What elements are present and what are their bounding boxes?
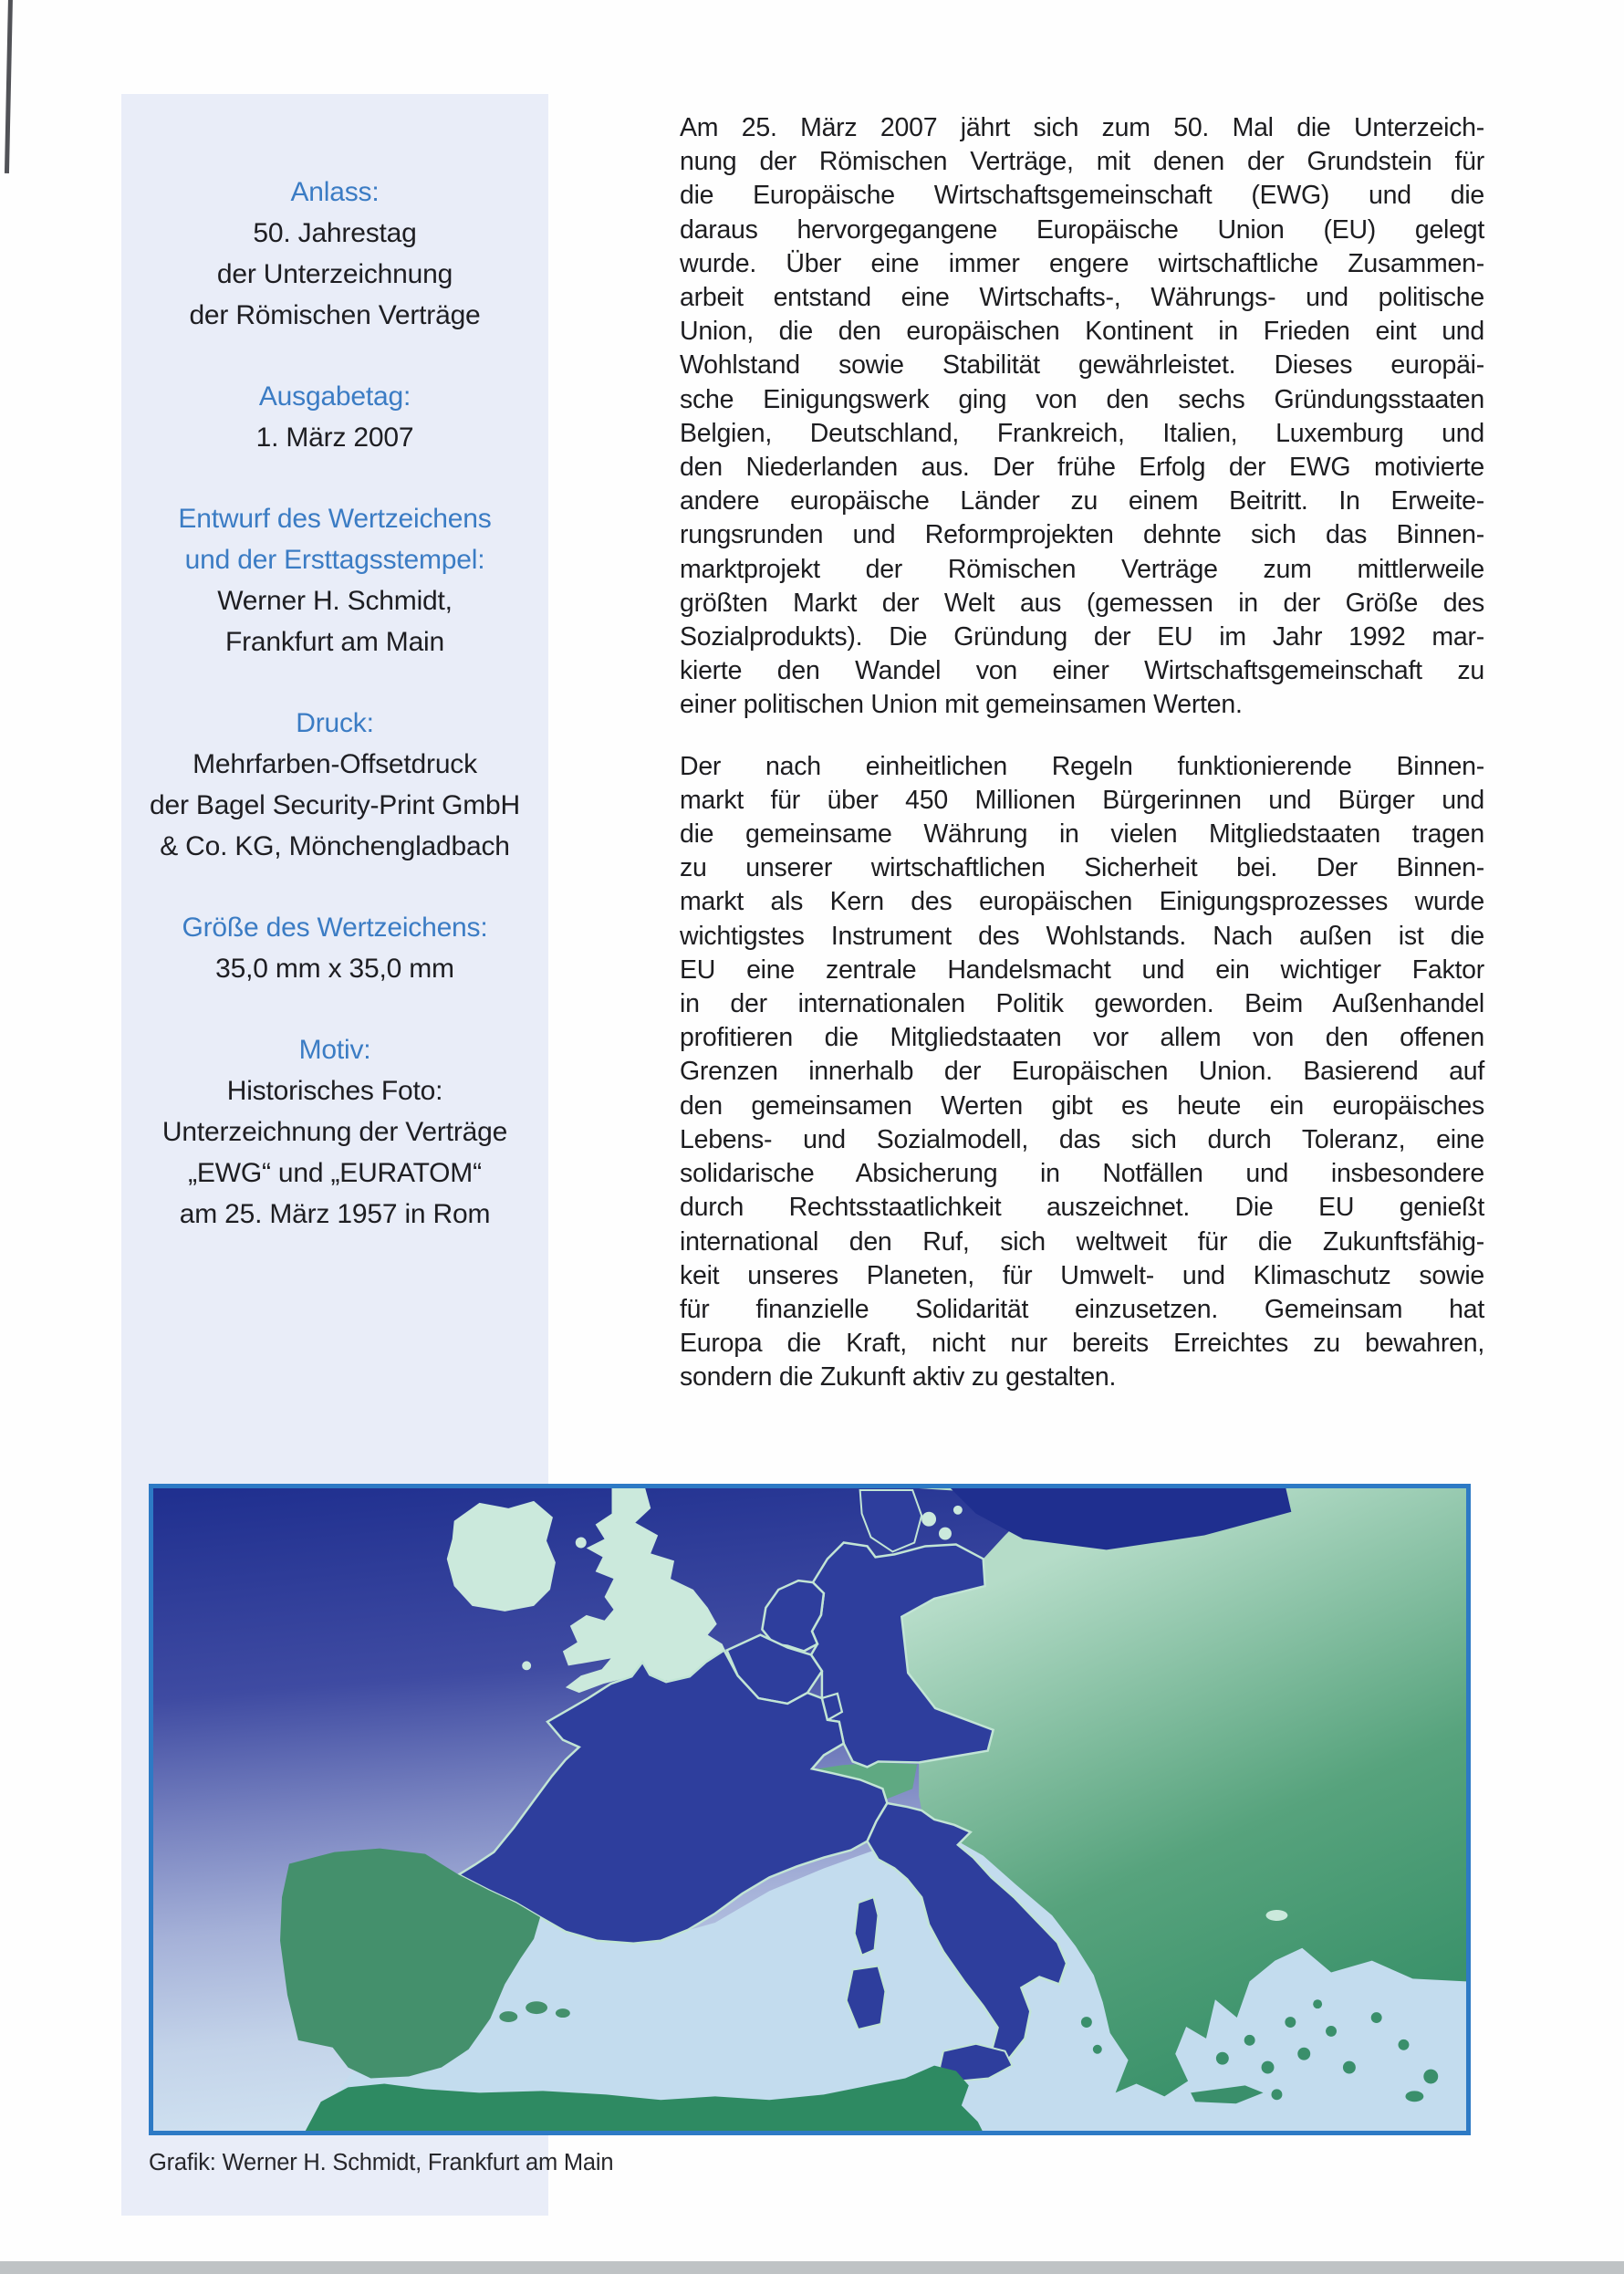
article-line: Europa die Kraft, nicht nur bereits Erreichtes zu bewahren,	[680, 1329, 1484, 1359]
small-island	[522, 1661, 531, 1670]
article-line: die Europäische Wirtschaftsgemeinschaft (EWG) und die	[680, 181, 1484, 211]
section-value-line: 35,0 mm x 35,0 mm	[215, 954, 454, 984]
section-heading-line: Entwurf des Wertzeichens	[178, 504, 492, 534]
article-paragraph	[680, 111, 1484, 723]
article-line: markt für über 450 Millionen Bürgerinnen und Bürger und	[680, 785, 1484, 815]
sidebar-sections	[121, 94, 548, 1235]
sidebar-section	[121, 703, 548, 867]
article-line: einer politischen Union mit gemeinsamen Werten.	[680, 690, 1243, 720]
article-line: Grenzen innerhalb der Europäischen Union. Basierend auf	[680, 1057, 1484, 1087]
article-line: rungsrunden und Reformprojekten dehnte sich das Binnen-	[680, 520, 1484, 550]
rhodes	[1405, 2091, 1423, 2102]
europe-map-graphic	[153, 1488, 1466, 2131]
article-line: Der nach einheitlichen Regeln funktionierende Binnen-	[680, 751, 1484, 781]
scanner-strip	[0, 2261, 1624, 2274]
article-line: zu unserer wirtschaftlichen Sicherheit bei. Der Binnen-	[680, 853, 1484, 883]
section-value-line: 50. Jahrestag	[253, 218, 417, 248]
section-value-line: Mehrfarben-Offsetdruck	[193, 749, 477, 779]
article-line: daraus hervorgegangene Europäische Union (EU) gelegt	[680, 214, 1484, 245]
article-line: in der internationalen Politik geworden. Beim Außenhandel	[680, 989, 1484, 1019]
article-line: für finanzielle Solidarität einzusetzen. Gemeinsam hat	[680, 1294, 1484, 1324]
isle-of-man	[576, 1538, 587, 1549]
article-line: profitieren die Mitgliedstaaten vor allem von den offenen	[680, 1023, 1484, 1053]
article-line: EU eine zentrale Handelsmacht und ein wichtiger Faktor	[680, 954, 1484, 985]
section-heading-line: Größe des Wertzeichens:	[182, 913, 488, 943]
article-line: nung der Römischen Verträge, mit denen der Grundstein für	[680, 147, 1484, 177]
section-value-line: Historisches Foto:	[226, 1076, 443, 1106]
section-value-line: Frankfurt am Main	[225, 627, 444, 657]
article-line: den Niederlanden aus. Der frühe Erfolg der EWG motivierte	[680, 453, 1484, 483]
sidebar-section	[121, 1029, 548, 1235]
article-line: Wohlstand sowie Stabilität gewährleistet. Dieses europäi-	[680, 350, 1484, 381]
article-paragraph	[680, 750, 1484, 1395]
article-line: durch Rechtsstaatlichkeit auszeichnet. Die EU genießt	[680, 1193, 1484, 1223]
article-line: Belgien, Deutschland, Frankreich, Italien, Luxemburg und	[680, 418, 1484, 448]
article-line: größten Markt der Welt aus (gemessen in der Größe des	[680, 588, 1484, 618]
article-line: markt als Kern des europäischen Einigungsprozesses wurde	[680, 887, 1484, 917]
article-line: arbeit entstand eine Wirtschafts-, Währungs- und politische	[680, 283, 1484, 313]
danish-island	[953, 1506, 963, 1515]
section-heading-line: Ausgabetag:	[258, 381, 411, 412]
sidebar-section	[121, 907, 548, 989]
article-line: den gemeinsamen Werten gibt es heute ein europäisches	[680, 1090, 1484, 1121]
article-text	[680, 111, 1484, 1395]
article-line: solidarische Absicherung in Notfällen und insbesondere	[680, 1159, 1484, 1189]
article-line: kierte den Wandel von einer Wirtschaftsgemeinschaft zu	[680, 656, 1484, 686]
section-value-line: Werner H. Schmidt,	[217, 586, 453, 616]
section-value-line: der Unterzeichnung	[216, 259, 453, 289]
europe-map	[149, 1484, 1471, 2135]
scan-edge-artifact	[5, 0, 13, 173]
balearic-island	[556, 2008, 570, 2018]
article-line: international den Ruf, sich weltweit für die Zukunftsfähig-	[680, 1226, 1484, 1257]
article-line: die gemeinsame Währung in vielen Mitgliedstaaten tragen	[680, 819, 1484, 850]
article-line: Union, die den europäischen Kontinent in Frieden eint und	[680, 317, 1484, 347]
article-line: keit unseres Planeten, für Umwelt- und Klimaschutz sowie	[680, 1260, 1484, 1290]
article-line: Sozialprodukts). Die Gründung der EU im Jahr 1992 mar-	[680, 622, 1484, 652]
section-value-line: 1. März 2007	[255, 422, 414, 453]
section-value-line: „EWG“ und „EURATOM“	[188, 1158, 482, 1188]
section-heading-line: Motiv:	[298, 1035, 371, 1065]
article-line: wurde. Über eine immer engere wirtschaftliche Zusammen-	[680, 248, 1484, 278]
section-value-line: & Co. KG, Mönchengladbach	[160, 831, 510, 861]
article-line: andere europäische Länder zu einem Beitritt. In Erweite-	[680, 486, 1484, 516]
sidebar-section	[121, 498, 548, 662]
danish-island	[921, 1512, 936, 1527]
section-heading-line: Druck:	[296, 708, 374, 738]
ireland	[447, 1501, 556, 1612]
article-line: sondern die Zukunft aktiv zu gestalten.	[680, 1362, 1117, 1393]
article-line: marktprojekt der Römischen Verträge zum mittlerweile	[680, 554, 1484, 584]
section-value-line: am 25. März 1957 in Rom	[179, 1199, 491, 1229]
section-value-line: der Römischen Verträge	[189, 300, 481, 330]
balearic-island	[499, 2011, 517, 2022]
section-value-line: Unterzeichnung der Verträge	[161, 1117, 508, 1147]
section-heading-line: Anlass:	[290, 177, 380, 207]
article-line: sche Einigungswerk ging von den sechs Gründungsstaaten	[680, 384, 1484, 414]
article-line: wichtigstes Instrument des Wohlstands. Nach außen ist die	[680, 921, 1484, 951]
sidebar-section	[121, 376, 548, 458]
map-caption: Grafik: Werner H. Schmidt, Frankfurt am Main	[149, 2150, 614, 2175]
article-line: Am 25. März 2007 jährt sich zum 50. Mal die Unterzeich-	[680, 113, 1484, 142]
marmara-island	[1266, 1910, 1288, 1921]
section-heading-line: und der Ersttagsstempel:	[184, 545, 485, 575]
danish-island	[939, 1528, 952, 1540]
article-line: Lebens- und Sozialmodell, das sich durch Toleranz, eine	[680, 1124, 1484, 1154]
sidebar-section	[121, 172, 548, 336]
section-value-line: der Bagel Security-Print GmbH	[149, 790, 520, 820]
balearic-island	[526, 2001, 547, 2014]
corsica	[855, 1897, 879, 1955]
